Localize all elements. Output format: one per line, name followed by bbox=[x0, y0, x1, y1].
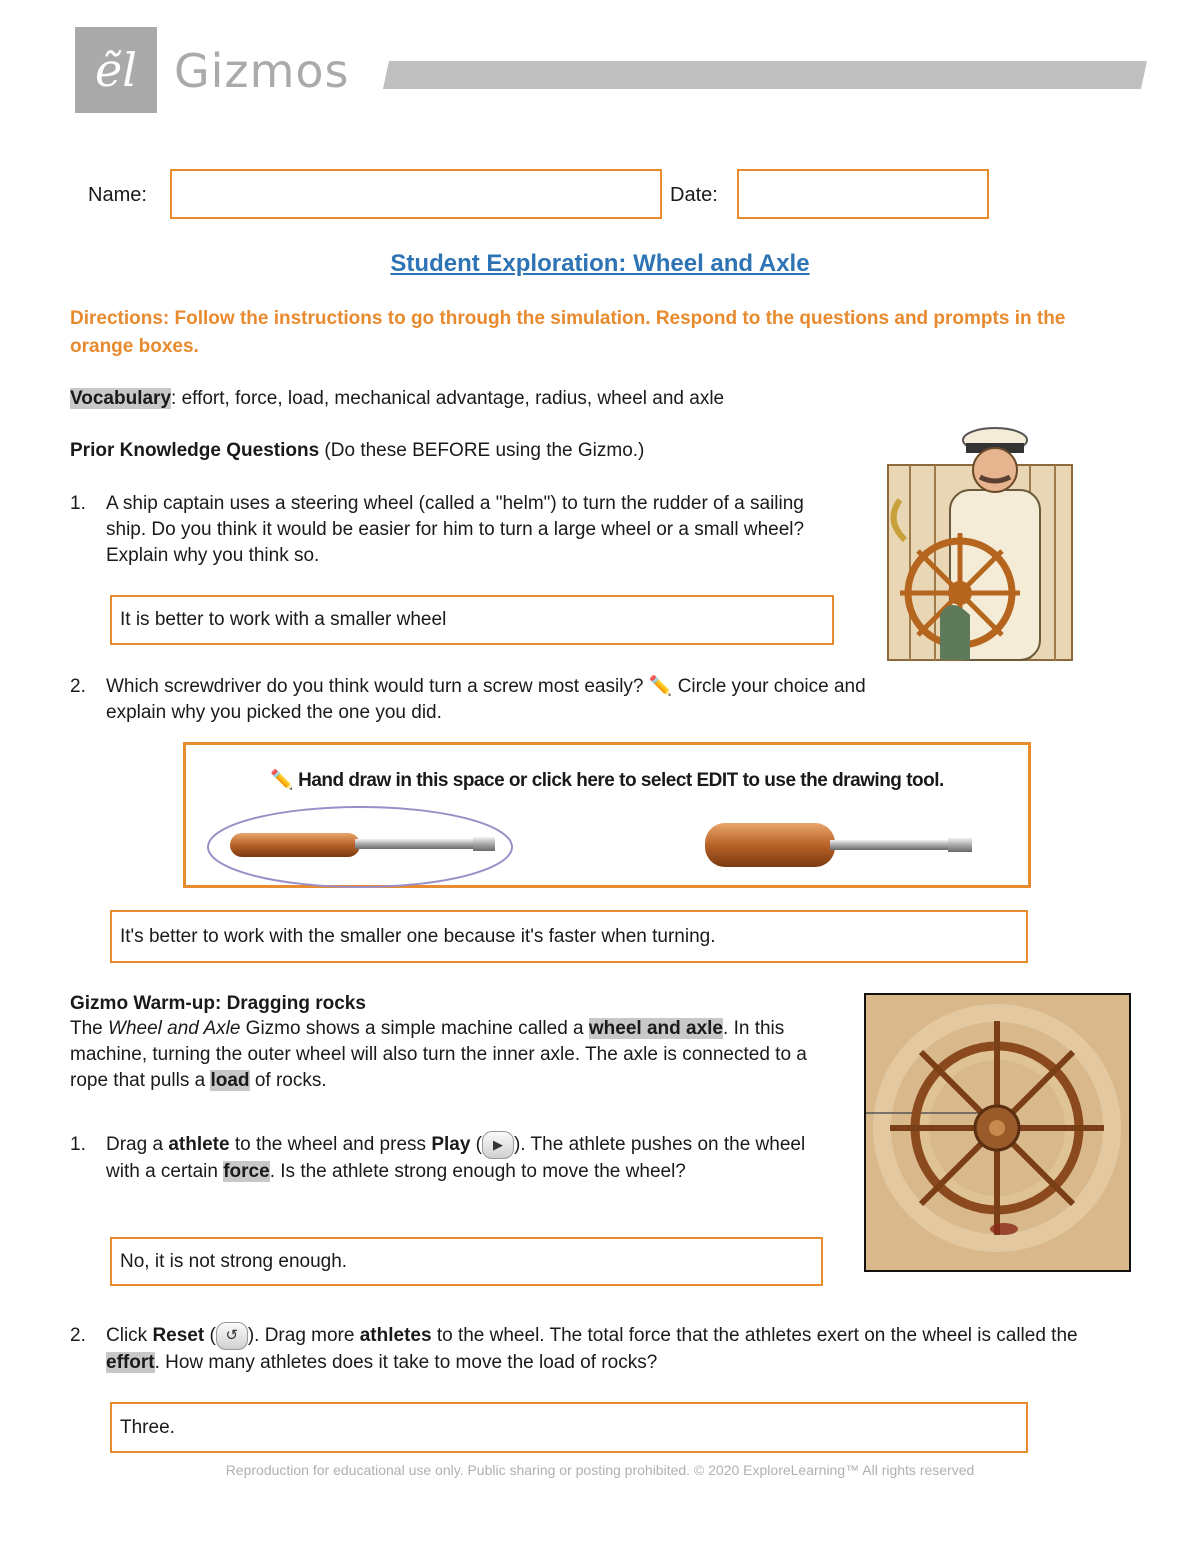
answer-box[interactable]: It's better to work with the smaller one because it's faster when turning. bbox=[110, 910, 1028, 963]
question-number: 2. bbox=[70, 1325, 86, 1346]
play-icon: ▶ bbox=[482, 1131, 514, 1159]
answer-box[interactable]: It is better to work with a smaller wheel bbox=[110, 595, 834, 645]
question-text: Drag a athlete to the wheel and press Play ( ▶ ). The athlete pushes on the wheel with a certain force. Is the athlete strong enough to move the wheel? bbox=[106, 1131, 826, 1185]
question-number: 1. bbox=[70, 1134, 86, 1155]
answer-box[interactable]: Three. bbox=[110, 1402, 1028, 1453]
ship-captain-image bbox=[880, 425, 1075, 665]
header-bar bbox=[383, 61, 1147, 89]
footer-copyright: Reproduction for educational use only. Public sharing or posting prohibited. © 2020 ExploreLearning™ All rights reserved bbox=[225, 1462, 975, 1478]
name-label: Name: bbox=[88, 184, 147, 206]
vocabulary-label: Vocabulary bbox=[70, 388, 172, 409]
prior-knowledge-heading: Prior Knowledge Questions (Do these BEFORE using the Gizmo.) bbox=[70, 440, 645, 461]
question-text: A ship captain uses a steering wheel (called a "helm") to turn the rudder of a sailing ship. Do you think it would be easier for him to turn a large wheel or a small wheel? Explain why you think so. bbox=[106, 493, 805, 566]
brand-name: Gizmos bbox=[174, 44, 350, 98]
vocabulary bbox=[70, 386, 970, 412]
page-title: Student Exploration: Wheel and Axle bbox=[390, 250, 810, 277]
date-label: Date: bbox=[670, 184, 718, 206]
warmup-heading: Gizmo Warm-up: Dragging rocks bbox=[70, 993, 366, 1014]
question-number: 1. bbox=[70, 493, 86, 514]
wheel-and-axle-image bbox=[864, 993, 1131, 1272]
explorelearning-logo: ẽl bbox=[95, 43, 137, 97]
vocabulary-terms: : effort, force, load, mechanical advantage, radius, wheel and axle bbox=[171, 388, 725, 409]
question-text: Which screwdriver do you think would turn a screw most easily? ✏️ Circle your choice and explain why you picked the one you did. bbox=[106, 676, 866, 723]
name-field[interactable] bbox=[170, 169, 662, 219]
question-number: 2. bbox=[70, 676, 86, 697]
answer-box[interactable]: No, it is not strong enough. bbox=[110, 1237, 823, 1286]
screwdriver-thin bbox=[230, 833, 495, 857]
directions: Directions: Follow the instructions to go through the simulation. Respond to the questions and prompts in the orange boxes. bbox=[70, 308, 1066, 357]
question-text: Click Reset ( ↺ ). Drag more athletes to the wheel. The total force that the athletes exert on the wheel is called the effort. How many athletes does it take to move the load of rocks? bbox=[106, 1322, 1126, 1376]
screwdriver-images bbox=[205, 805, 1025, 890]
screwdriver-thick bbox=[705, 823, 972, 867]
date-field[interactable] bbox=[737, 169, 989, 219]
reset-icon: ↺ bbox=[216, 1322, 248, 1350]
draw-prompt: ✏️ Hand draw in this space or click here to select EDIT to use the drawing tool. bbox=[270, 770, 944, 791]
warmup-paragraph: The Wheel and Axle Gizmo shows a simple machine called a wheel and axle. In this machine, turning the outer wheel will also turn the inner axle. The axle is connected to a rope that pulls a load of rocks. bbox=[70, 1018, 807, 1091]
